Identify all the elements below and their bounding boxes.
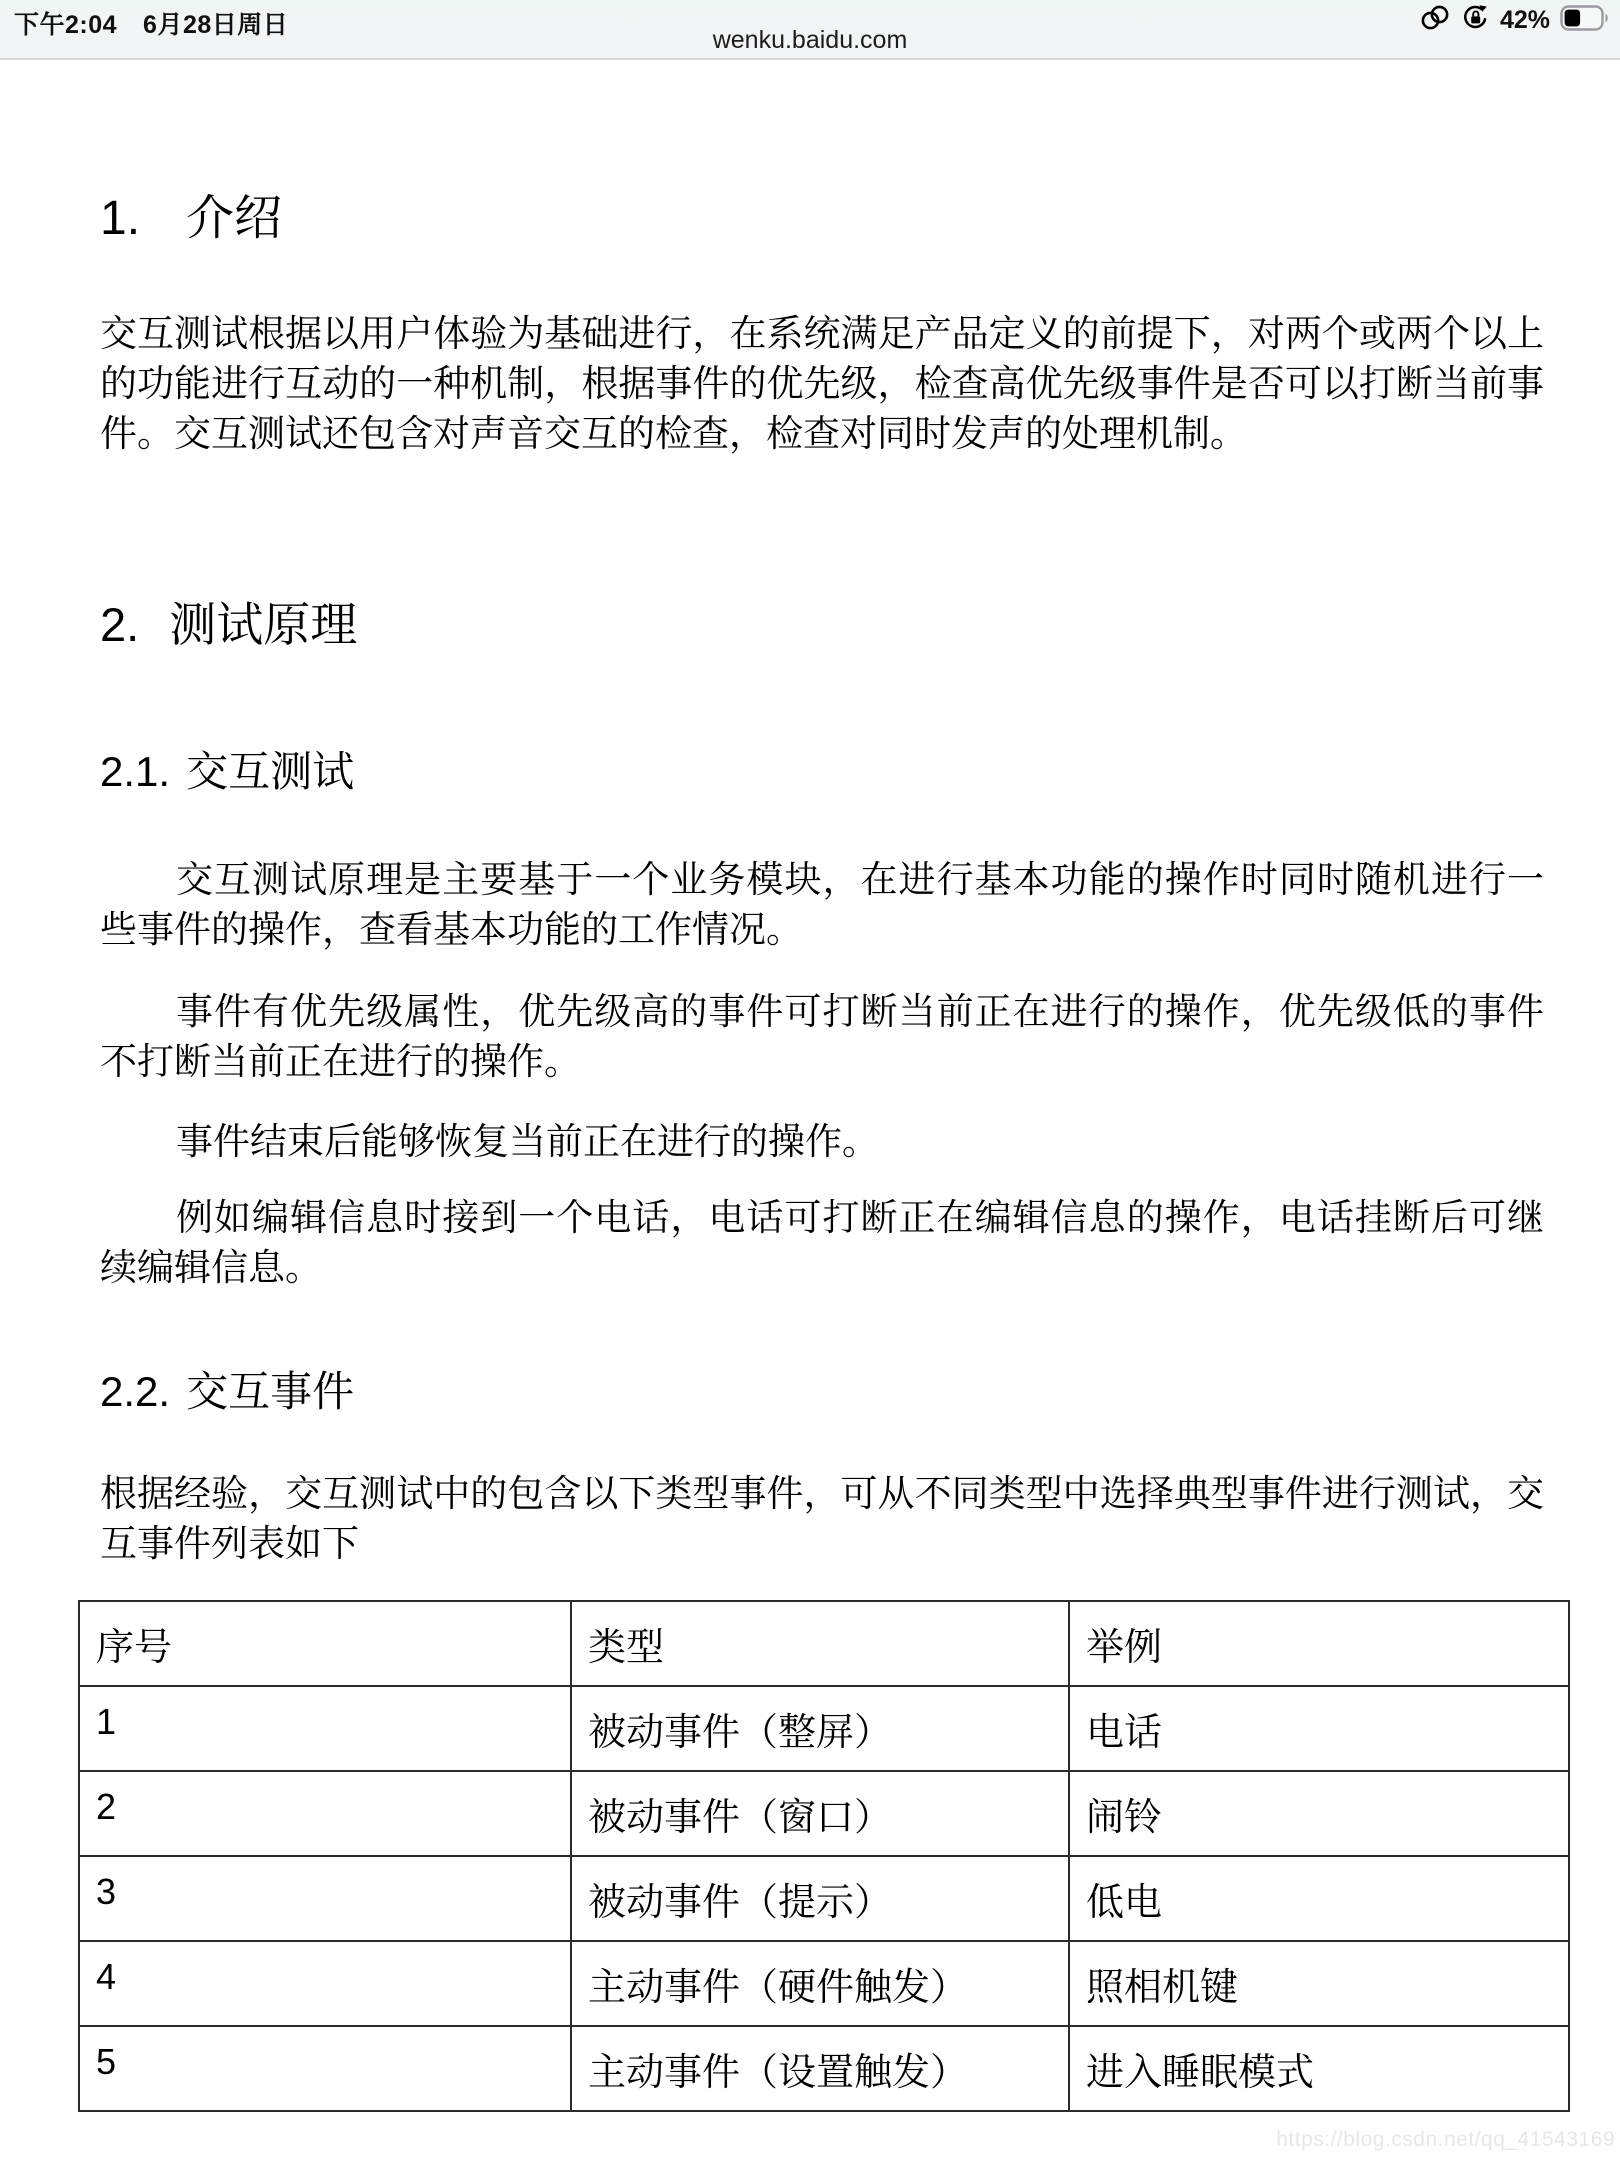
cell-index: 2 (79, 1771, 571, 1856)
paragraph-principle-4: 例如编辑信息时接到一个电话，电话可打断正在编辑信息的操作，电话挂断后可继续编辑信息。 (100, 1197, 1544, 1289)
heading-title: 交互事件 (186, 1367, 355, 1415)
cell-example: 电话 (1069, 1686, 1569, 1771)
hotspot-icon (1419, 4, 1451, 36)
col-header-example: 举例 (1069, 1601, 1569, 1686)
cell-index: 4 (79, 1941, 571, 2026)
table-row (79, 1686, 1569, 1771)
table-row (79, 1941, 1569, 2026)
heading-title: 交互测试 (186, 747, 355, 795)
table-header-row (79, 1601, 1569, 1686)
cell-example: 闹铃 (1069, 1771, 1569, 1856)
cell-index: 3 (79, 1856, 571, 1941)
heading-1-intro (100, 194, 1544, 244)
heading-2-principle (100, 598, 1544, 652)
battery-icon (1560, 5, 1610, 36)
csdn-watermark: https://blog.csdn.net/qq_41543169 (1276, 2128, 1615, 2151)
table-row (79, 2026, 1569, 2111)
battery-percent-label: 42% (1499, 5, 1550, 34)
paragraph-principle-1: 交互测试原理是主要基于一个业务模块，在进行基本功能的操作时同时随机进行一些事件的操作，查看基本功能的工作情况。 (100, 859, 1544, 951)
col-header-type: 类型 (571, 1601, 1069, 1686)
paragraph-principle-3: 事件结束后能够恢复当前正在进行的操作。 (176, 1121, 879, 1163)
address-bar[interactable]: wenku.baidu.com (712, 26, 908, 54)
cell-example: 照相机键 (1069, 1941, 1569, 2026)
paragraph-intro: 交互测试根据以用户体验为基础进行，在系统满足产品定义的前提下，对两个或两个以上的功能进行互动的一种机制，根据事件的优先级，检查高优先级事件是否可以打断当前事件。交互测试还包含对声音交互的检查，检查对同时发声的处理机制。 (100, 314, 1544, 456)
heading-2-2-interaction-events (100, 1367, 1544, 1415)
page-content[interactable] (0, 60, 1620, 2112)
cell-example: 进入睡眠模式 (1069, 2026, 1569, 2111)
cell-type: 主动事件（设置触发） (571, 2026, 1069, 2111)
heading-title: 介绍 (186, 192, 283, 245)
heading-title: 测试原理 (169, 598, 358, 652)
table-row (79, 1856, 1569, 1941)
table-row (79, 1771, 1569, 1856)
cell-type: 主动事件（硬件触发） (571, 1941, 1069, 2026)
browser-chrome (0, 0, 1620, 60)
heading-number: 2.2. (100, 1367, 171, 1415)
heading-number: 1. (100, 192, 141, 245)
cell-type: 被动事件（窗口） (571, 1771, 1069, 1856)
interaction-events-table (78, 1600, 1570, 2112)
status-date: 6月28日周日 (143, 11, 289, 39)
status-time: 下午2:04 (14, 11, 118, 39)
cell-type: 被动事件（提示） (571, 1856, 1069, 1941)
paragraph-events-intro: 根据经验，交互测试中的包含以下类型事件，可从不同类型中选择典型事件进行测试，交互事件列表如下 (100, 1473, 1544, 1565)
col-header-index: 序号 (79, 1601, 571, 1686)
paragraph-principle-2: 事件有优先级属性，优先级高的事件可打断当前正在进行的操作，优先级低的事件不打断当前正在进行的操作。 (100, 991, 1544, 1083)
cell-example: 低电 (1069, 1856, 1569, 1941)
rotation-lock-icon (1461, 3, 1490, 37)
heading-number: 2.1. (100, 747, 171, 795)
heading-2-1-interaction-test (100, 747, 1544, 795)
heading-number: 2. (100, 598, 140, 652)
cell-type: 被动事件（整屏） (571, 1686, 1069, 1771)
status-indicators (1419, 5, 1610, 35)
cell-index: 5 (79, 2026, 571, 2111)
cell-index: 1 (79, 1686, 571, 1771)
